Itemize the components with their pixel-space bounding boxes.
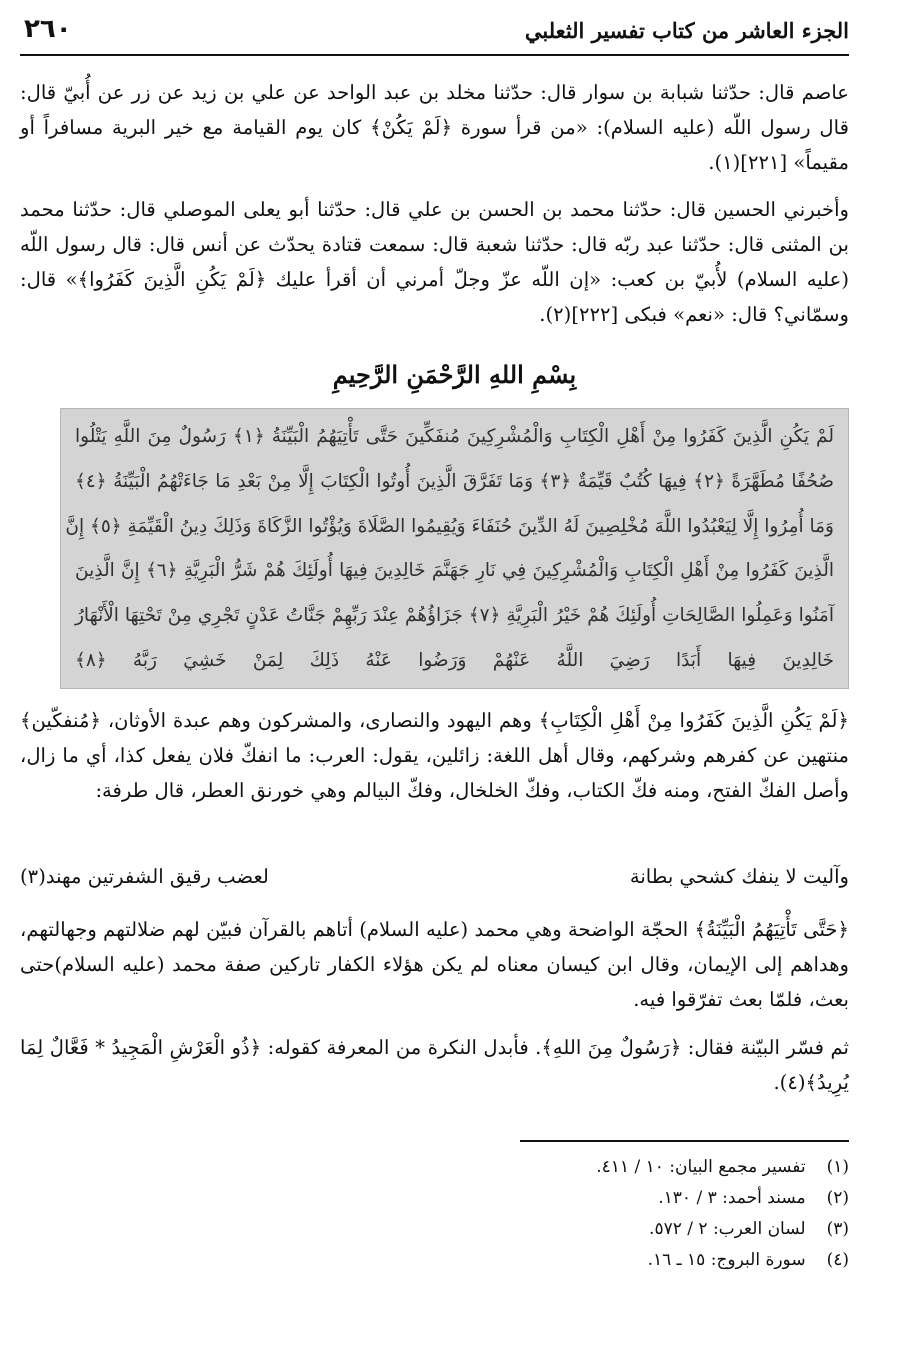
- hadith-paragraph-1: عاصم قال: حدّثنا شبابة بن سوار قال: حدّثنا مخلد بن عبد الواحد عن علي بن زيد عن زر عن أُبيّ قال: قال رسول اللّه (عليه السلام): «من قرأ سورة ﴿لَمْ يَكُنْ﴾ كان يوم القيامة مع خير البرية مسافراً أو مقيماً» [٢٢١](١).: [20, 81, 849, 174]
- tafsir-paragraph-1: ﴿لَمْ يَكُنِ الَّذِينَ كَفَرُوا مِنْ أَهْلِ الْكِتَابِ﴾ وهم اليهود والنصارى، والمشركون وهم عبدة الأوثان، ﴿مُنفكّين﴾ منتهين عن كفرهم وشركهم، وقال أهل اللغة: زائلين، يقول: العرب: ما انفكّ فلان يفعل كذا، أي ما زال، وأصل الفكّ الفتح، ومنه فكّ الكتاب، وفكّ الخلخال، وفكّ البيالم وهي خورنق العطر، قال طرفة:: [20, 709, 849, 802]
- footnote-text: لسان العرب: ٢ / ٥٧٢.: [649, 1219, 806, 1239]
- footnote-text: سورة البروج: ١٥ ـ ١٦.: [647, 1250, 806, 1270]
- hadith-paragraph-2: وأخبرني الحسين قال: حدّثنا محمد بن الحسن بن علي قال: حدّثنا أبو يعلى الموصلي قال: حدّثنا محمد بن المثنى قال: حدّثنا عبد ربّه قال: حدّثنا شعبة قال: سمعت قتادة يحدّث عن أنس قال: قال رسول اللّه (عليه السلام) لأُبيّ بن كعب: «إن اللّه عزّ وجلّ أمرني أن أقرأ عليك ﴿لَمْ يَكُنِ الَّذِينَ كَفَرُوا﴾» قال: وسمّاني؟ قال: «نعم» فبكى [٢٢٢](٢).: [20, 198, 849, 326]
- quran-line: خَالِدِينَ فِيهَا أَبَدًا رَضِيَ اللَّهُ عَنْهُمْ وَرَضُوا عَنْهُ ذَلِكَ لِمَنْ خَشِيَ رَبَّهُ ﴿٨﴾: [75, 649, 834, 671]
- quran-line: صُحُفًا مُطَهَّرَةً ﴿٢﴾ فِيهَا كُتُبٌ قَيِّمَةٌ ﴿٣﴾ وَمَا تَفَرَّقَ الَّذِينَ أُوتُوا الْكِتَابَ إِلَّا مِنْ بَعْدِ مَا جَاءَتْهُمُ الْبَيِّنَةُ ﴿٤﴾: [75, 470, 835, 492]
- tafsir-paragraph-3: ثم فسّر البيّنة فقال: ﴿رَسُولٌ مِنَ اللهِ﴾. فأبدل النكرة من المعرفة كقوله: ﴿ذُو الْعَرْشِ الْمَجِيدُ * فَعَّالٌ لِمَا يُرِيدُ﴾(٤).: [20, 1036, 849, 1094]
- footnote-item: [449, 1152, 849, 1183]
- quran-line: آمَنُوا وَعَمِلُوا الصَّالِحَاتِ أُولَئِكَ هُمْ خَيْرُ الْبَرِيَّةِ ﴿٧﴾ جَزَاؤُهُمْ عِنْدَ رَبِّهِمْ جَنَّاتُ عَدْنٍ تَجْرِي مِنْ تَحْتِهَا الْأَنْهَارُ: [75, 605, 834, 627]
- footnote-number: (١): [826, 1157, 849, 1177]
- footnotes: [449, 1152, 849, 1276]
- tafsir-paragraph-2: ﴿حَتَّى تَأْتِيَهُمُ الْبَيِّنَةُ﴾ الحجّة الواضحة وهي محمد (عليه السلام) أتاهم بالقرآن فبيّن لهم ضلالتهم وجهالتهم، وهداهم إلى الإيمان، وقال ابن كيسان معناه لم يكن هؤلاء الكفار تاركين صفة محمد (عليه السلام)حتى بعث، فلمّا بعث تفرّقوا فيه.: [20, 918, 849, 1011]
- footnote-item: [449, 1214, 849, 1245]
- page-header: [20, 12, 849, 56]
- footnote-text: تفسير مجمع البيان: ١٠ / ٤١١.: [596, 1157, 806, 1177]
- footnote-number: (٢): [826, 1188, 849, 1208]
- quran-line: وَمَا أُمِرُوا إِلَّا لِيَعْبُدُوا اللَّهَ مُخْلِصِينَ لَهُ الدِّينَ حُنَفَاءَ وَيُقِيمُوا الصَّلَاةَ وَيُؤْتُوا الزَّكَاةَ وَذَلِكَ دِينُ الْقَيِّمَةِ ﴿٥﴾ إِنَّ: [65, 515, 834, 537]
- footnote-divider: [520, 1140, 849, 1142]
- quran-verses-box: [60, 408, 849, 689]
- page-number: ٢٦٠: [24, 14, 72, 44]
- basmala: بِسْمِ اللهِ الرَّحْمَنِ الرَّحِيمِ: [332, 360, 577, 389]
- poem-first-hemistich: وآليت لا ينفك كشحي بطانة: [629, 865, 849, 888]
- running-title: الجزء العاشر من كتاب تفسير الثعلبي: [524, 18, 849, 43]
- footnote-item: [449, 1183, 849, 1214]
- quran-line: لَمْ يَكُنِ الَّذِينَ كَفَرُوا مِنْ أَهْلِ الْكِتَابِ وَالْمُشْرِكِينَ مُنفَكِّينَ حَتَّى تَأْتِيَهُمُ الْبَيِّنَةُ ﴿١﴾ رَسُولٌ مِنَ اللَّهِ يَتْلُوا: [75, 426, 834, 447]
- footnote-number: (٤): [826, 1250, 849, 1270]
- footnote-number: (٣): [826, 1219, 849, 1239]
- footnote-text: مسند أحمد: ٣ / ١٣٠.: [658, 1188, 806, 1208]
- poem-second-hemistich: لعضب رقيق الشفرتين مهند(٣): [20, 865, 269, 888]
- quran-line: الَّذِينَ كَفَرُوا مِنْ أَهْلِ الْكِتَابِ وَالْمُشْرِكِينَ فِي نَارِ جَهَنَّمَ خَالِدِينَ فِيهَا أُولَئِكَ هُمْ شَرُّ الْبَرِيَّةِ ﴿٦﴾ إِنَّ الَّذِينَ: [75, 560, 834, 582]
- footnote-item: [449, 1245, 849, 1276]
